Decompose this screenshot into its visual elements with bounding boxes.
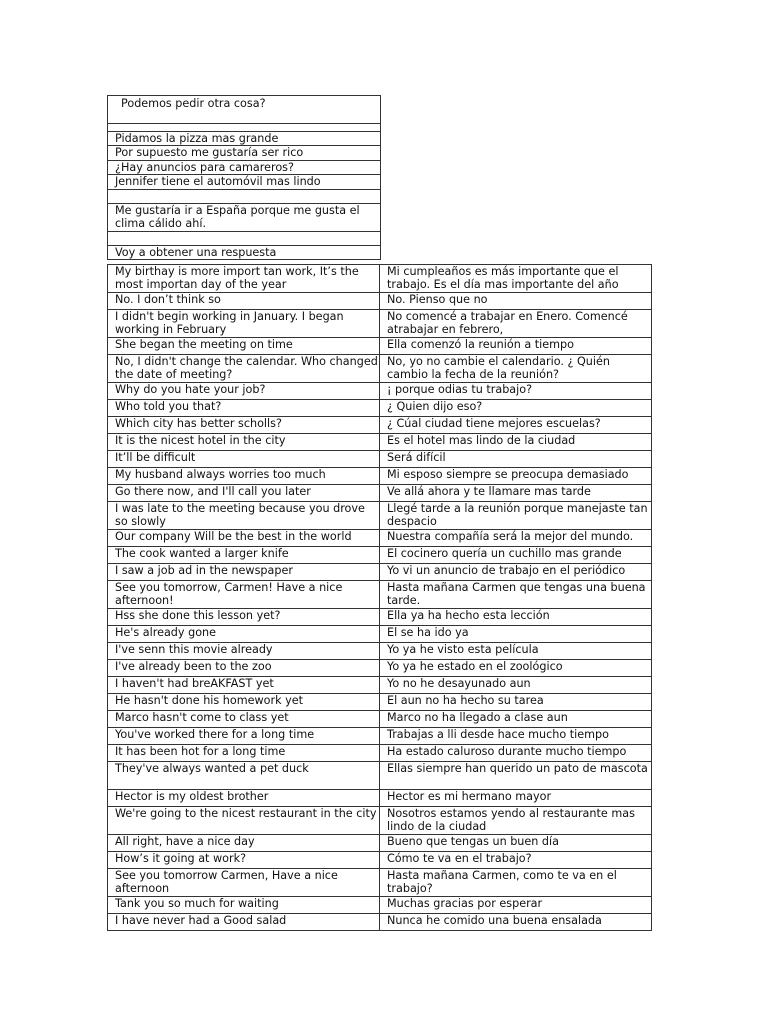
phrase-row	[108, 203, 381, 231]
english-cell: I've senn this movie already	[108, 643, 380, 660]
phrase-cell: Por supuesto me gustaría ser rico	[108, 146, 381, 160]
spanish-cell: Ella comenzó la reunión a tiempo	[380, 338, 652, 355]
phrase-cell	[108, 124, 381, 132]
spanish-cell: Trabajas a lli desde hace mucho tiempo	[380, 728, 652, 745]
table-row	[108, 265, 652, 293]
table-row	[108, 581, 652, 609]
table-row	[108, 400, 652, 417]
spanish-cell: Ellas siempre han querido un pato de mascota	[380, 762, 652, 790]
phrase-cell: Voy a obtener una respuesta	[108, 245, 381, 259]
english-cell: See you tomorrow, Carmen! Have a nice afternoon!	[108, 581, 380, 609]
phrase-cell: ¿Hay anuncios para camareros?	[108, 160, 381, 174]
english-cell: See you tomorrow Carmen, Have a nice afternoon	[108, 869, 380, 897]
table-row	[108, 547, 652, 564]
table-row	[108, 852, 652, 869]
english-cell: My husband always worries too much	[108, 468, 380, 485]
table-row	[108, 530, 652, 547]
english-cell: Hector is my oldest brother	[108, 790, 380, 807]
table-row	[108, 434, 652, 451]
translation-table	[107, 264, 652, 931]
phrase-row	[108, 189, 381, 203]
phrase-row	[108, 231, 381, 245]
english-cell: Our company Will be the best in the world	[108, 530, 380, 547]
spanish-cell: Muchas gracias por esperar	[380, 897, 652, 914]
table-row	[108, 914, 652, 931]
spanish-cell: Mi esposo siempre se preocupa demasiado	[380, 468, 652, 485]
english-cell: It is the nicest hotel in the city	[108, 434, 380, 451]
table-row	[108, 383, 652, 400]
spanish-cell: Bueno que tengas un buen día	[380, 835, 652, 852]
spanish-cell: Ella ya ha hecho esta lección	[380, 609, 652, 626]
english-cell: I saw a job ad in the newspaper	[108, 564, 380, 581]
table-row	[108, 643, 652, 660]
spanish-cell: No. Pienso que no	[380, 293, 652, 310]
phrase-cell: Jennifer tiene el automóvil mas lindo	[108, 175, 381, 189]
spanish-cell: Será difícil	[380, 451, 652, 468]
spanish-cell: No comencé a trabajar en Enero. Comencé atrabajar en febrero,	[380, 310, 652, 338]
english-cell: Who told you that?	[108, 400, 380, 417]
english-cell: She began the meeting on time	[108, 338, 380, 355]
table-row	[108, 694, 652, 711]
english-cell: Tank you so much for waiting	[108, 897, 380, 914]
spanish-cell: Yo ya he estado en el zoológico	[380, 660, 652, 677]
table-row	[108, 310, 652, 338]
spanish-cell: ¡ porque odias tu trabajo?	[380, 383, 652, 400]
phrase-row	[108, 146, 381, 160]
english-cell: I have never had a Good salad	[108, 914, 380, 931]
english-cell: Marco hasn't come to class yet	[108, 711, 380, 728]
table-row	[108, 762, 652, 790]
english-cell: They've always wanted a pet duck	[108, 762, 380, 790]
phrase-cell	[108, 231, 381, 245]
phrase-cell: Me gustaría ir a España porque me gusta el clima cálido ahí.	[108, 203, 381, 231]
spanish-cell: El se ha ido ya	[380, 626, 652, 643]
table-row	[108, 869, 652, 897]
spanish-cell: Hasta mañana Carmen, como te va en el trabajo?	[380, 869, 652, 897]
table-row	[108, 790, 652, 807]
table-row	[108, 609, 652, 626]
english-cell: The cook wanted a larger knife	[108, 547, 380, 564]
english-cell: Hss she done this lesson yet?	[108, 609, 380, 626]
table-row	[108, 468, 652, 485]
english-cell: Which city has better scholls?	[108, 417, 380, 434]
table-row	[108, 293, 652, 310]
spanish-cell: Nuestra compañía será la mejor del mundo.	[380, 530, 652, 547]
table-row	[108, 338, 652, 355]
english-cell: No. I don’t think so	[108, 293, 380, 310]
spanish-cell: Yo no he desayunado aun	[380, 677, 652, 694]
table-row	[108, 417, 652, 434]
spanish-cell: Cómo te va en el trabajo?	[380, 852, 652, 869]
english-cell: I haven't had breAKFAST yet	[108, 677, 380, 694]
table-row	[108, 451, 652, 468]
table-row	[108, 660, 652, 677]
table-row	[108, 711, 652, 728]
spanish-phrases-table	[107, 95, 381, 260]
english-cell: My birthay is more import tan work, It’s the most importan day of the year	[108, 265, 380, 293]
spanish-cell: Hector es mi hermano mayor	[380, 790, 652, 807]
english-cell: He hasn't done his homework yet	[108, 694, 380, 711]
spanish-cell: ¿ Cúal ciudad tiene mejores escuelas?	[380, 417, 652, 434]
table-row	[108, 835, 652, 852]
table-row	[108, 355, 652, 383]
table-row	[108, 626, 652, 643]
english-cell: Go there now, and I'll call you later	[108, 485, 380, 502]
table-row	[108, 807, 652, 835]
spanish-cell: El cocinero quería un cuchillo mas grande	[380, 547, 652, 564]
english-cell: All right, have a nice day	[108, 835, 380, 852]
english-cell: Why do you hate your job?	[108, 383, 380, 400]
phrase-row	[108, 160, 381, 174]
spanish-cell: Hasta mañana Carmen que tengas una buena tarde.	[380, 581, 652, 609]
english-cell: He's already gone	[108, 626, 380, 643]
table-row	[108, 485, 652, 502]
table-row	[108, 564, 652, 581]
spanish-cell: Ve allá ahora y te llamare mas tarde	[380, 485, 652, 502]
spanish-cell: Llegé tarde a la reunión porque manejaste tan despacio	[380, 502, 652, 530]
spanish-cell: Marco no ha llegado a clase aun	[380, 711, 652, 728]
table-row	[108, 897, 652, 914]
phrase-row	[108, 245, 381, 259]
spanish-cell: Nosotros estamos yendo al restaurante mas lindo de la ciudad	[380, 807, 652, 835]
spanish-cell: No, yo no cambie el calendario. ¿ Quién cambio la fecha de la reunión?	[380, 355, 652, 383]
english-cell: No, I didn't change the calendar. Who changed the date of meeting?	[108, 355, 380, 383]
table-row	[108, 728, 652, 745]
table-row	[108, 677, 652, 694]
phrase-cell	[108, 189, 381, 203]
spanish-cell: Yo ya he visto esta película	[380, 643, 652, 660]
phrase-row	[108, 132, 381, 146]
spanish-cell: Nunca he comido una buena ensalada	[380, 914, 652, 931]
table-row	[108, 502, 652, 530]
phrase-cell: Podemos pedir otra cosa?	[108, 96, 381, 124]
english-cell: It has been hot for a long time	[108, 745, 380, 762]
english-cell: We're going to the nicest restaurant in the city	[108, 807, 380, 835]
spanish-cell: Mi cumpleaños es más importante que el trabajo. Es el día mas importante del año	[380, 265, 652, 293]
spanish-cell: ¿ Quien dijo eso?	[380, 400, 652, 417]
phrase-row	[108, 175, 381, 189]
english-cell: I didn't begin working in January. I began working in February	[108, 310, 380, 338]
english-cell: I've already been to the zoo	[108, 660, 380, 677]
english-cell: You've worked there for a long time	[108, 728, 380, 745]
phrase-row	[108, 124, 381, 132]
english-cell: How’s it going at work?	[108, 852, 380, 869]
english-cell: I was late to the meeting because you drove so slowly	[108, 502, 380, 530]
english-cell: It’ll be difficult	[108, 451, 380, 468]
phrase-cell: Pidamos la pizza mas grande	[108, 132, 381, 146]
phrase-row	[108, 96, 381, 124]
spanish-cell: Es el hotel mas lindo de la ciudad	[380, 434, 652, 451]
spanish-cell: Ha estado caluroso durante mucho tiempo	[380, 745, 652, 762]
spanish-cell: El aun no ha hecho su tarea	[380, 694, 652, 711]
table-row	[108, 745, 652, 762]
spanish-cell: Yo vi un anuncio de trabajo en el periódico	[380, 564, 652, 581]
